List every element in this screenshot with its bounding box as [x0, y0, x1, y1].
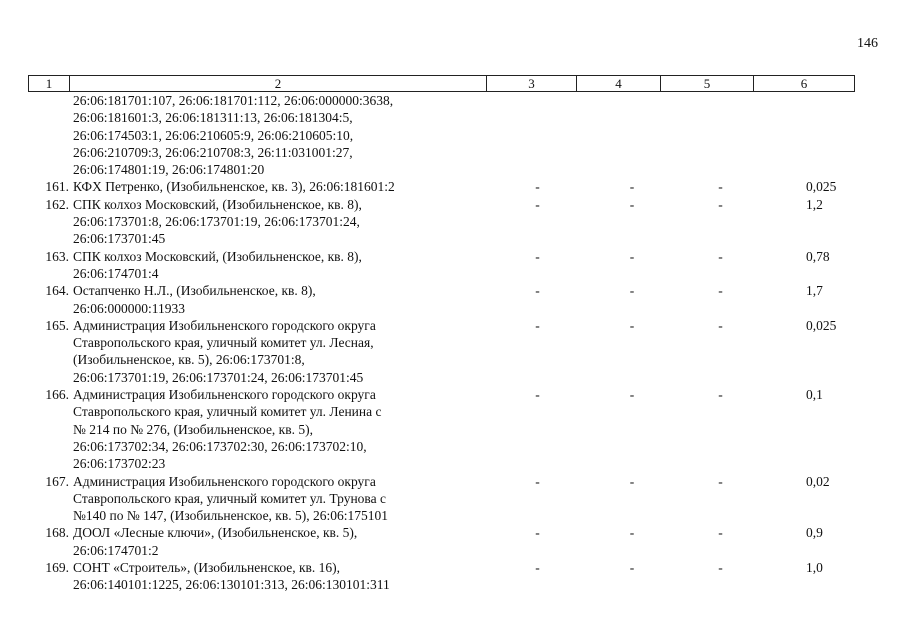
- description-line: СОНТ «Строитель», (Изобильненское, кв. 16),: [73, 560, 341, 576]
- description-line: СПК колхоз Московский, (Изобильненское, кв. 8),: [73, 248, 362, 264]
- table-row: [28, 196, 855, 248]
- header-col-6: 6: [800, 76, 808, 91]
- column-5-value: -: [718, 560, 723, 576]
- table-row: [28, 473, 855, 525]
- column-4-value: -: [629, 525, 635, 541]
- description-line: Остапченко Н.Л., (Изобильненское, кв. 8),: [73, 283, 316, 299]
- header-col-5: 5: [661, 76, 754, 91]
- row-description: [73, 248, 485, 283]
- row-number: 166.: [45, 387, 69, 403]
- table-body: [28, 92, 855, 594]
- area-value: 1,2: [806, 196, 823, 212]
- column-3-value: -: [535, 525, 540, 541]
- header-col-1: 1: [29, 76, 70, 91]
- row-number: 165.: [45, 317, 69, 333]
- column-5-value: -: [718, 283, 723, 299]
- column-4-value: -: [629, 317, 635, 333]
- column-5-value: -: [718, 525, 723, 541]
- description-line: (Изобильненское, кв. 5), 26:06:173701:8,: [73, 352, 305, 368]
- description-line: Ставропольского края, уличный комитет ул. Ленина с: [73, 404, 382, 420]
- column-5-value: -: [718, 179, 723, 195]
- column-4-value: -: [629, 196, 635, 212]
- column-5-value: -: [718, 196, 723, 212]
- row-number: 163.: [45, 248, 69, 264]
- row-number: [28, 92, 73, 178]
- description-line: № 214 по № 276, (Изобильненское, кв. 5),: [73, 421, 313, 437]
- table-row: [28, 317, 855, 386]
- description-line: 26:06:173701:8, 26:06:173701:19, 26:06:173701:24,: [73, 214, 360, 230]
- description-line: Администрация Изобильненского городского округа: [73, 317, 376, 333]
- area-value: 0,1: [806, 387, 823, 403]
- description-line: Администрация Изобильненского городского округа: [73, 473, 376, 489]
- header-col-3: 3: [487, 76, 577, 91]
- area-value: 0,9: [806, 525, 823, 541]
- page-number: 146: [857, 36, 878, 51]
- row-number: 169.: [45, 560, 69, 576]
- header-col-2: 2: [70, 76, 487, 91]
- column-4-value: -: [629, 179, 635, 195]
- row-number: 162.: [45, 196, 69, 212]
- column-3-value: -: [535, 179, 540, 195]
- area-value: 1,0: [806, 560, 823, 576]
- description-line: ДООЛ «Лесные ключи», (Изобильненское, кв. 5),: [73, 525, 358, 541]
- header-col-4: 4: [577, 76, 661, 91]
- area-value: 0,025: [806, 179, 837, 195]
- row-number: 168.: [45, 525, 69, 541]
- row-description: [73, 317, 485, 386]
- area-value: 1,7: [806, 283, 823, 299]
- row-number: 161.: [45, 179, 69, 195]
- description-line: 26:06:174503:1, 26:06:210605:9, 26:06:210605:10,: [73, 127, 354, 143]
- area-value: 0,78: [806, 248, 830, 264]
- column-3-value: -: [535, 196, 540, 212]
- description-line: 26:06:174701:2: [73, 542, 159, 558]
- continuation-row: [28, 92, 855, 178]
- row-description: [73, 559, 485, 594]
- description-line: 26:06:173701:19, 26:06:173701:24, 26:06:173701:45: [73, 369, 364, 385]
- column-3-value: -: [535, 248, 540, 264]
- column-3-value: -: [535, 473, 540, 489]
- column-3-value: -: [535, 283, 540, 299]
- column-4-value: -: [629, 387, 635, 403]
- table-row: [28, 559, 855, 594]
- column-4-value: -: [629, 248, 635, 264]
- row-description: [73, 473, 485, 525]
- area-value: 0,025: [806, 317, 837, 333]
- area-value: 0,02: [806, 473, 830, 489]
- table-row: [28, 524, 855, 559]
- description-line: №140 по № 147, (Изобильненское, кв. 5), 26:06:175101: [73, 508, 388, 524]
- description-line: 26:06:174701:4: [73, 265, 159, 281]
- description-line: 26:06:173702:34, 26:06:173702:30, 26:06:173702:10,: [73, 438, 367, 454]
- column-4-value: -: [629, 283, 635, 299]
- description-line: 26:06:181701:107, 26:06:181701:112, 26:06:000000:3638,: [73, 93, 394, 108]
- column-5-value: -: [718, 473, 723, 489]
- description-line: 26:06:174801:19, 26:06:174801:20: [73, 162, 265, 178]
- description-line: КФХ Петренко, (Изобильненское, кв. 3), 26:06:181601:2: [73, 179, 395, 195]
- description-line: Администрация Изобильненского городского округа: [73, 387, 376, 403]
- column-3-value: -: [535, 317, 540, 333]
- row-description: [73, 282, 485, 317]
- row-description: [73, 524, 485, 559]
- description-line: 26:06:181601:3, 26:06:181311:13, 26:06:181304:5,: [73, 110, 353, 126]
- description-line: 26:06:210709:3, 26:06:210708:3, 26:11:031001:27,: [73, 144, 353, 160]
- table-row: [28, 248, 855, 283]
- row-description: [73, 92, 485, 178]
- description-line: Ставропольского края, уличный комитет ул. Лесная,: [73, 335, 374, 351]
- description-line: Ставропольского края, уличный комитет ул. Трунова с: [73, 490, 386, 506]
- description-line: СПК колхоз Московский, (Изобильненское, кв. 8),: [73, 196, 362, 212]
- description-line: 26:06:173702:23: [73, 456, 166, 472]
- column-4-value: -: [629, 473, 635, 489]
- row-description: [73, 386, 485, 472]
- row-description: [73, 178, 485, 195]
- description-line: 26:06:173701:45: [73, 231, 166, 247]
- description-line: 26:06:140101:1225, 26:06:130101:313, 26:06:130101:311: [73, 577, 390, 593]
- row-number: 167.: [45, 473, 69, 489]
- column-3-value: -: [535, 387, 540, 403]
- row-number: 164.: [45, 283, 69, 299]
- table-header: [28, 75, 855, 92]
- column-4-value: -: [629, 560, 635, 576]
- column-5-value: -: [718, 248, 723, 264]
- column-3-value: -: [535, 560, 540, 576]
- table-row: [28, 386, 855, 472]
- row-description: [73, 196, 485, 248]
- column-5-value: -: [718, 387, 723, 403]
- description-line: 26:06:000000:11933: [73, 300, 186, 316]
- column-5-value: -: [718, 317, 723, 333]
- table-row: [28, 282, 855, 317]
- table-row: [28, 178, 855, 195]
